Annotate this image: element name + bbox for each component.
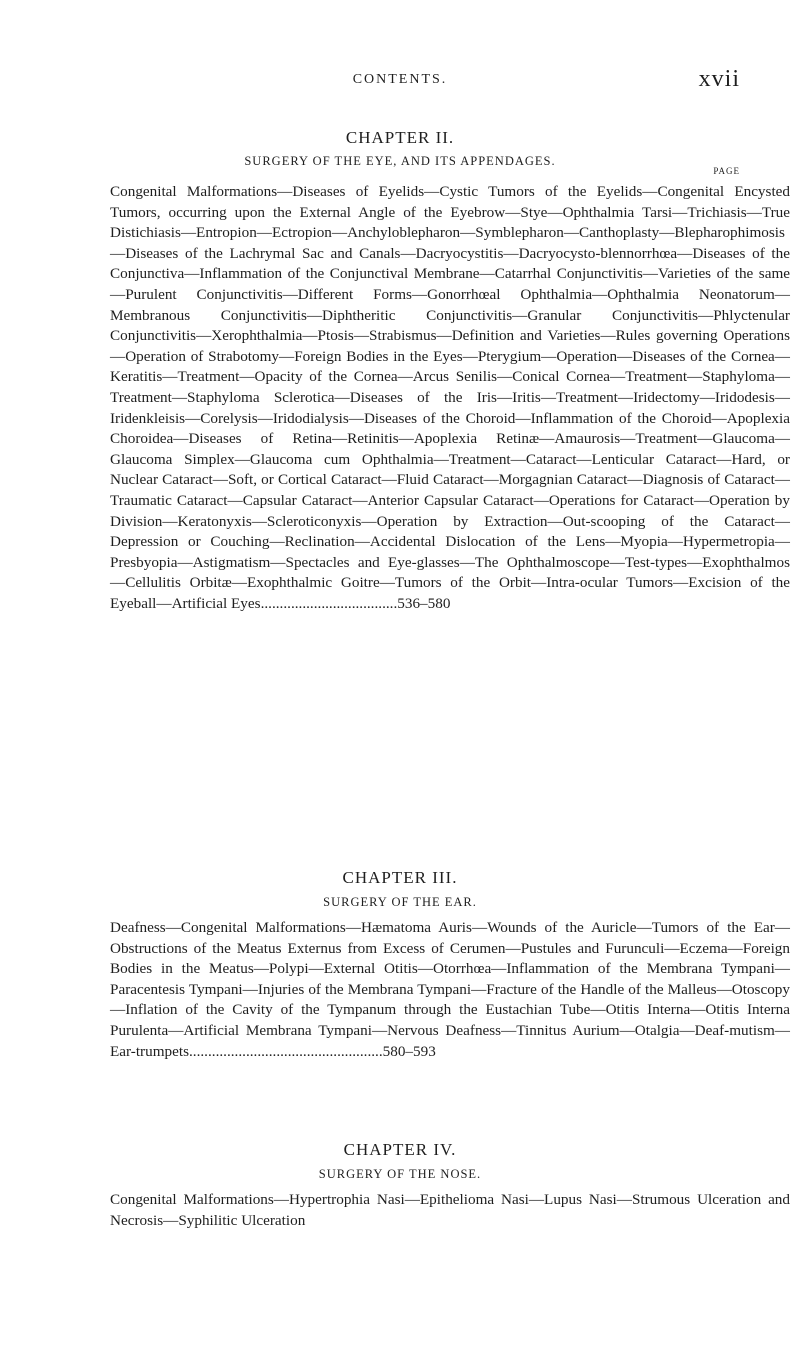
running-head: CONTENTS. [352, 72, 448, 87]
chapter-iii-page-range: 580–593 [382, 1042, 436, 1060]
chapter-ii-topics: Congenital Malformations—Diseases of Eyelids—Cystic Tumors of the Eyelids—Congenital Encysted Tumors, occurring upon the External Angle of the Eyebrow—Stye—Ophthalmia Tarsi—Trichiasis—True Distichiasis—Entropion—Ectropion—Anchyloblepharon—Symblepharon—Canthoplasty—Blepharophimosis—Diseases of the Lachrymal Sac and Canals—Dacryocystitis—Dacryocysto-blennorrhœa—Diseases of the Conjunctiva—Inflammation of the Conjunctival Membrane—Catarrhal Conjunctivitis—Varieties of the same—Purulent Conjunctivitis—Different Forms—Gonorrhœal Ophthalmia—Ophthalmia Neonatorum—Membranous Conjunctivitis—Diphtheritic Conjunctivitis—Granular Conjunctivitis—Phlyctenular Conjunctivitis—Xerophthalmia—Ptosis—Strabismus—Definition and Varieties—Rules governing Operations—Operation of Strabotomy—Foreign Bodies in the Eyes—Pterygium—Operation—Diseases of the Cornea—Keratitis—Treatment—Opacity of the Cornea—Arcus Senilis—Conical Cornea—Treatment—Staphyloma—Treatment—Staphyloma Sclerotica—Diseases of the Iris—Iritis—Treatment—Iridectomy—Iridodesis—Iridenkleisis—Corelysis—Iridodialysis—Diseases of the Choroid—Inflammation of the Choroid—Apoplexia Choroidea—Diseases of Retina—Retinitis—Apoplexia Retinæ—Amaurosis—Treatment—Glaucoma—Glaucoma Simplex—Glaucoma cum Ophthalmia—Treatment—Cataract—Lenticular Cataract—Hard, or Nuclear Cataract—Soft, or Cortical Cataract—Fluid Cataract—Morgagnian Cataract—Diagnosis of Cataract—Traumatic Cataract—Capsular Cataract—Anterior Capsular Cataract—Operations for Cataract—Operation by Division—Keratonyxis—Scleroticonyxis—Operation by Extraction—Out-scooping of the Cataract—Depression or Couching—Reclination—Accidental Dislocation of the Lens—Myopia—Hypermetropia—Presbyopia—Astigmatism—Spectacles and Eye-glasses—The Ophthalmoscope—Test-types—Exophthalmos—Cellulitis Orbitæ—Exophthalmic Goitre—Tumors of the Orbit—Intra-ocular Tumors—Excision of the Eyeball—Artificial Eyes [110, 183, 790, 612]
page-column-label: PAGE [713, 166, 740, 176]
chapter-ii-title: CHAPTER II. [345, 128, 455, 147]
page-number: xvii [698, 66, 740, 92]
chapter-iv-subtitle: SURGERY OF THE NOSE. [318, 1167, 482, 1181]
chapter-iv-topics: Congenital Malformations—Hypertrophia Nasi—Epithelioma Nasi—Lupus Nasi—Strumous Ulceration and Necrosis—Syphilitic Ulceration [110, 1191, 790, 1229]
chapter-ii-contents [110, 182, 790, 614]
chapter-ii-subtitle: SURGERY OF THE EYE, AND ITS APPENDAGES. [244, 154, 556, 168]
chapter-iii-topics: Deafness—Congenital Malformations—Hæmatoma Auris—Wounds of the Auricle—Tumors of the Ear—Obstructions of the Meatus Externus from Excess of Cerumen—Pustules and Furunculi—Eczema—Foreign Bodies in the Meatus—Polypi—External Otitis—Otorrhœa—Inflammation of the Membrana Tympani—Paracentesis Tympani—Injuries of the Membrana Tympani—Fracture of the Handle of the Malleus—Otoscopy—Inflation of the Cavity of the Tympanum through the Eustachian Tube—Otitis Interna—Otitis Interna Purulenta—Artificial Membrana Tympani—Nervous Deafness—Tinnitus Aurium—Otalgia—Deaf-mutism—Ear-trumpets [110, 919, 790, 1060]
chapter-iii-title: CHAPTER III. [342, 868, 458, 887]
chapter-iv-title: CHAPTER IV. [343, 1140, 457, 1159]
chapter-iv-contents [110, 1190, 790, 1231]
chapter-ii-page-range: 536–580 [397, 594, 451, 612]
chapter-ii-leader: .................................... [260, 594, 398, 612]
chapter-iii-leader: ................................................... [188, 1042, 383, 1060]
chapter-iii-contents [110, 918, 790, 1062]
chapter-iii-subtitle: SURGERY OF THE EAR. [323, 895, 477, 909]
